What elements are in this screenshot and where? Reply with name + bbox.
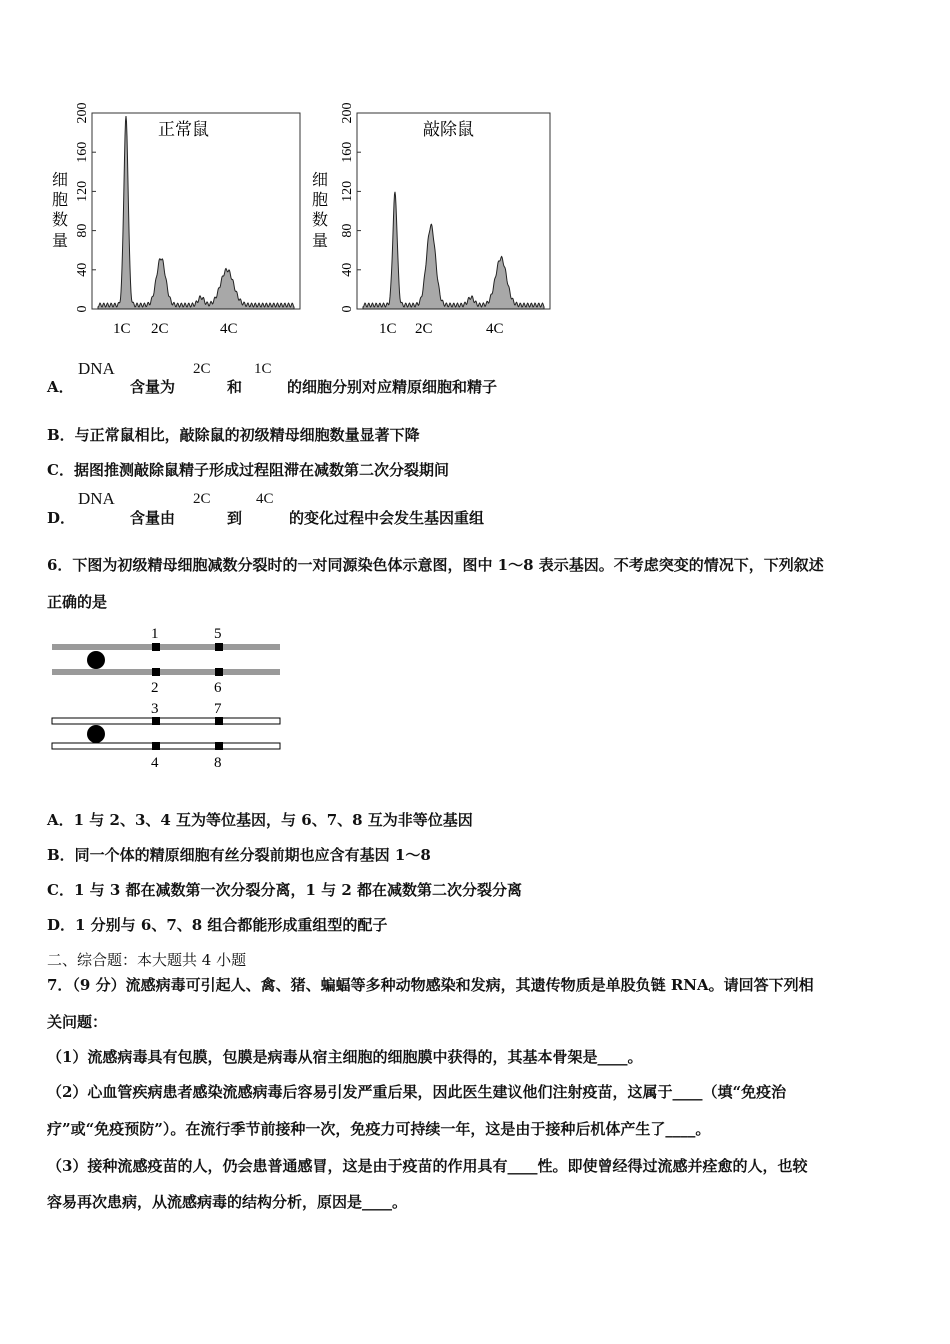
- y-tick-label: 120: [75, 180, 90, 202]
- gene-marker: [152, 668, 160, 676]
- gene-marker: [215, 742, 223, 750]
- chromatid-white-lower: [52, 743, 280, 749]
- q6-option-b: B．同一个体的精原细胞有丝分裂前期也应含有基因 1～8: [47, 846, 431, 864]
- y-tick-label: 200: [340, 102, 355, 124]
- dna-value: 2C: [193, 491, 211, 507]
- gene-marker: [152, 717, 160, 725]
- ylabel-char: 数: [312, 212, 329, 229]
- dna-value: 2C: [193, 361, 211, 377]
- q7-part-2-line1: （2）心血管疾病患者感染流感病毒后容易引发严重后果，因此医生建议他们注射疫苗，这属于____（填“免疫治: [47, 1083, 787, 1101]
- gene-number: 2: [151, 680, 159, 696]
- x-tick-label: 2C: [415, 321, 433, 337]
- q6-stem-line2: 正确的是: [47, 593, 108, 611]
- gene-number: 8: [214, 755, 222, 771]
- x-tick-label: 4C: [220, 321, 238, 337]
- dna-term: DNA: [78, 359, 115, 378]
- centromere: [87, 651, 105, 669]
- y-tick-label: 200: [75, 102, 90, 124]
- q7-part-1: （1）流感病毒具有包膜，包膜是病毒从宿主细胞的细胞膜中获得的，其基本骨架是____。: [47, 1048, 643, 1066]
- q7-part-3-line2: 容易再次患病，从流感病毒的结构分析，原因是____。: [47, 1193, 408, 1211]
- gene-number: 1: [151, 626, 159, 642]
- q6-stem-line1: 6．下图为初级精母细胞减数分裂时的一对同源染色体示意图，图中 1～8 表示基因。不考虑突变的情况下，下列叙述: [47, 556, 824, 574]
- section-heading: 二、综合题：本大题共 4 小题: [47, 951, 247, 969]
- x-tick-label: 2C: [151, 321, 169, 337]
- distribution-area: [363, 192, 544, 309]
- chromatid-gray-lower: [52, 669, 280, 675]
- option-text: 含量由: [130, 509, 176, 527]
- ylabel-char: 细: [52, 172, 69, 189]
- plot-frame: [357, 113, 550, 309]
- x-tick-label: 1C: [379, 321, 397, 337]
- q5-option-c: C．据图推测敲除鼠精子形成过程阻滞在减数第二次分裂期间: [47, 461, 449, 479]
- chart-title: 敲除鼠: [423, 120, 474, 139]
- q6-option-a: A．1 与 2、3、4 互为等位基因，与 6、7、8 互为非等位基因: [47, 811, 473, 829]
- option-text: 的变化过程中会发生基因重组: [289, 509, 485, 527]
- y-tick-label: 0: [75, 305, 90, 313]
- option-text: 到: [227, 509, 243, 527]
- centromere: [87, 725, 105, 743]
- gene-marker: [152, 742, 160, 750]
- gene-number: 7: [214, 701, 222, 717]
- chart-knockout-ylabel: [312, 171, 328, 250]
- gene-number: 6: [214, 680, 222, 696]
- dna-value: 1C: [254, 361, 272, 377]
- q7-stem-line2: 关问题：: [47, 1013, 108, 1031]
- q6-option-d: D．1 分别与 6、7、8 组合都能形成重组型的配子: [47, 916, 388, 934]
- y-tick-label: 0: [340, 305, 355, 313]
- dna-value: 4C: [256, 491, 274, 507]
- ylabel-char: 量: [312, 233, 329, 250]
- chart-knockout: [305, 95, 585, 345]
- option-label: D．: [47, 509, 76, 527]
- y-tick-label: 160: [340, 141, 355, 163]
- chromosome-diagram: [45, 620, 295, 775]
- ylabel-char: 量: [52, 233, 69, 250]
- option-text: 和: [227, 378, 243, 396]
- y-tick-label: 40: [340, 262, 355, 277]
- ylabel-char: 数: [52, 212, 69, 229]
- gene-marker: [215, 643, 223, 651]
- gene-marker: [215, 717, 223, 725]
- q5-option-b: B．与正常鼠相比，敲除鼠的初级精母细胞数量显著下降: [47, 426, 420, 444]
- gene-marker: [215, 668, 223, 676]
- x-tick-label: 4C: [486, 321, 504, 337]
- q7-part-2-line2: 疗”或“免疫预防”）。在流行季节前接种一次，免疫力可持续一年，这是由于接种后机体产生了____。: [47, 1120, 711, 1138]
- gene-number: 4: [151, 755, 159, 771]
- option-text: 含量为: [130, 378, 176, 396]
- gene-number: 3: [151, 701, 159, 717]
- gene-marker: [152, 643, 160, 651]
- ylabel-char: 细: [312, 172, 329, 189]
- option-label: A．: [47, 378, 74, 396]
- y-tick-label: 80: [75, 223, 90, 238]
- chromatid-gray-upper: [52, 644, 280, 650]
- chart-normal: [40, 95, 320, 345]
- y-tick-label: 40: [75, 262, 90, 277]
- q7-stem-line1: 7．（9 分）流感病毒可引起人、禽、猪、蝙蝠等多种动物感染和发病，其遗传物质是单股负链 RNA。请回答下列相: [47, 976, 814, 994]
- chart-normal-ylabel: [52, 171, 68, 250]
- dna-term: DNA: [78, 489, 115, 508]
- x-tick-label: 1C: [113, 321, 131, 337]
- y-tick-label: 160: [75, 141, 90, 163]
- chromatid-white-upper: [52, 718, 280, 724]
- chart-title: 正常鼠: [158, 120, 209, 139]
- ylabel-char: 胞: [52, 192, 69, 209]
- y-tick-label: 80: [340, 223, 355, 238]
- y-tick-label: 120: [340, 180, 355, 202]
- q7-part-3-line1: （3）接种流感疫苗的人，仍会患普通感冒，这是由于疫苗的作用具有____性。即使曾经得过流感并痊愈的人，也较: [47, 1157, 808, 1175]
- ylabel-char: 胞: [312, 192, 329, 209]
- distribution-area: [98, 116, 294, 309]
- gene-number: 5: [214, 626, 222, 642]
- option-text: 的细胞分别对应精原细胞和精子: [287, 378, 498, 396]
- q6-option-c: C．1 与 3 都在减数第一次分裂分离，1 与 2 都在减数第二次分裂分离: [47, 881, 523, 899]
